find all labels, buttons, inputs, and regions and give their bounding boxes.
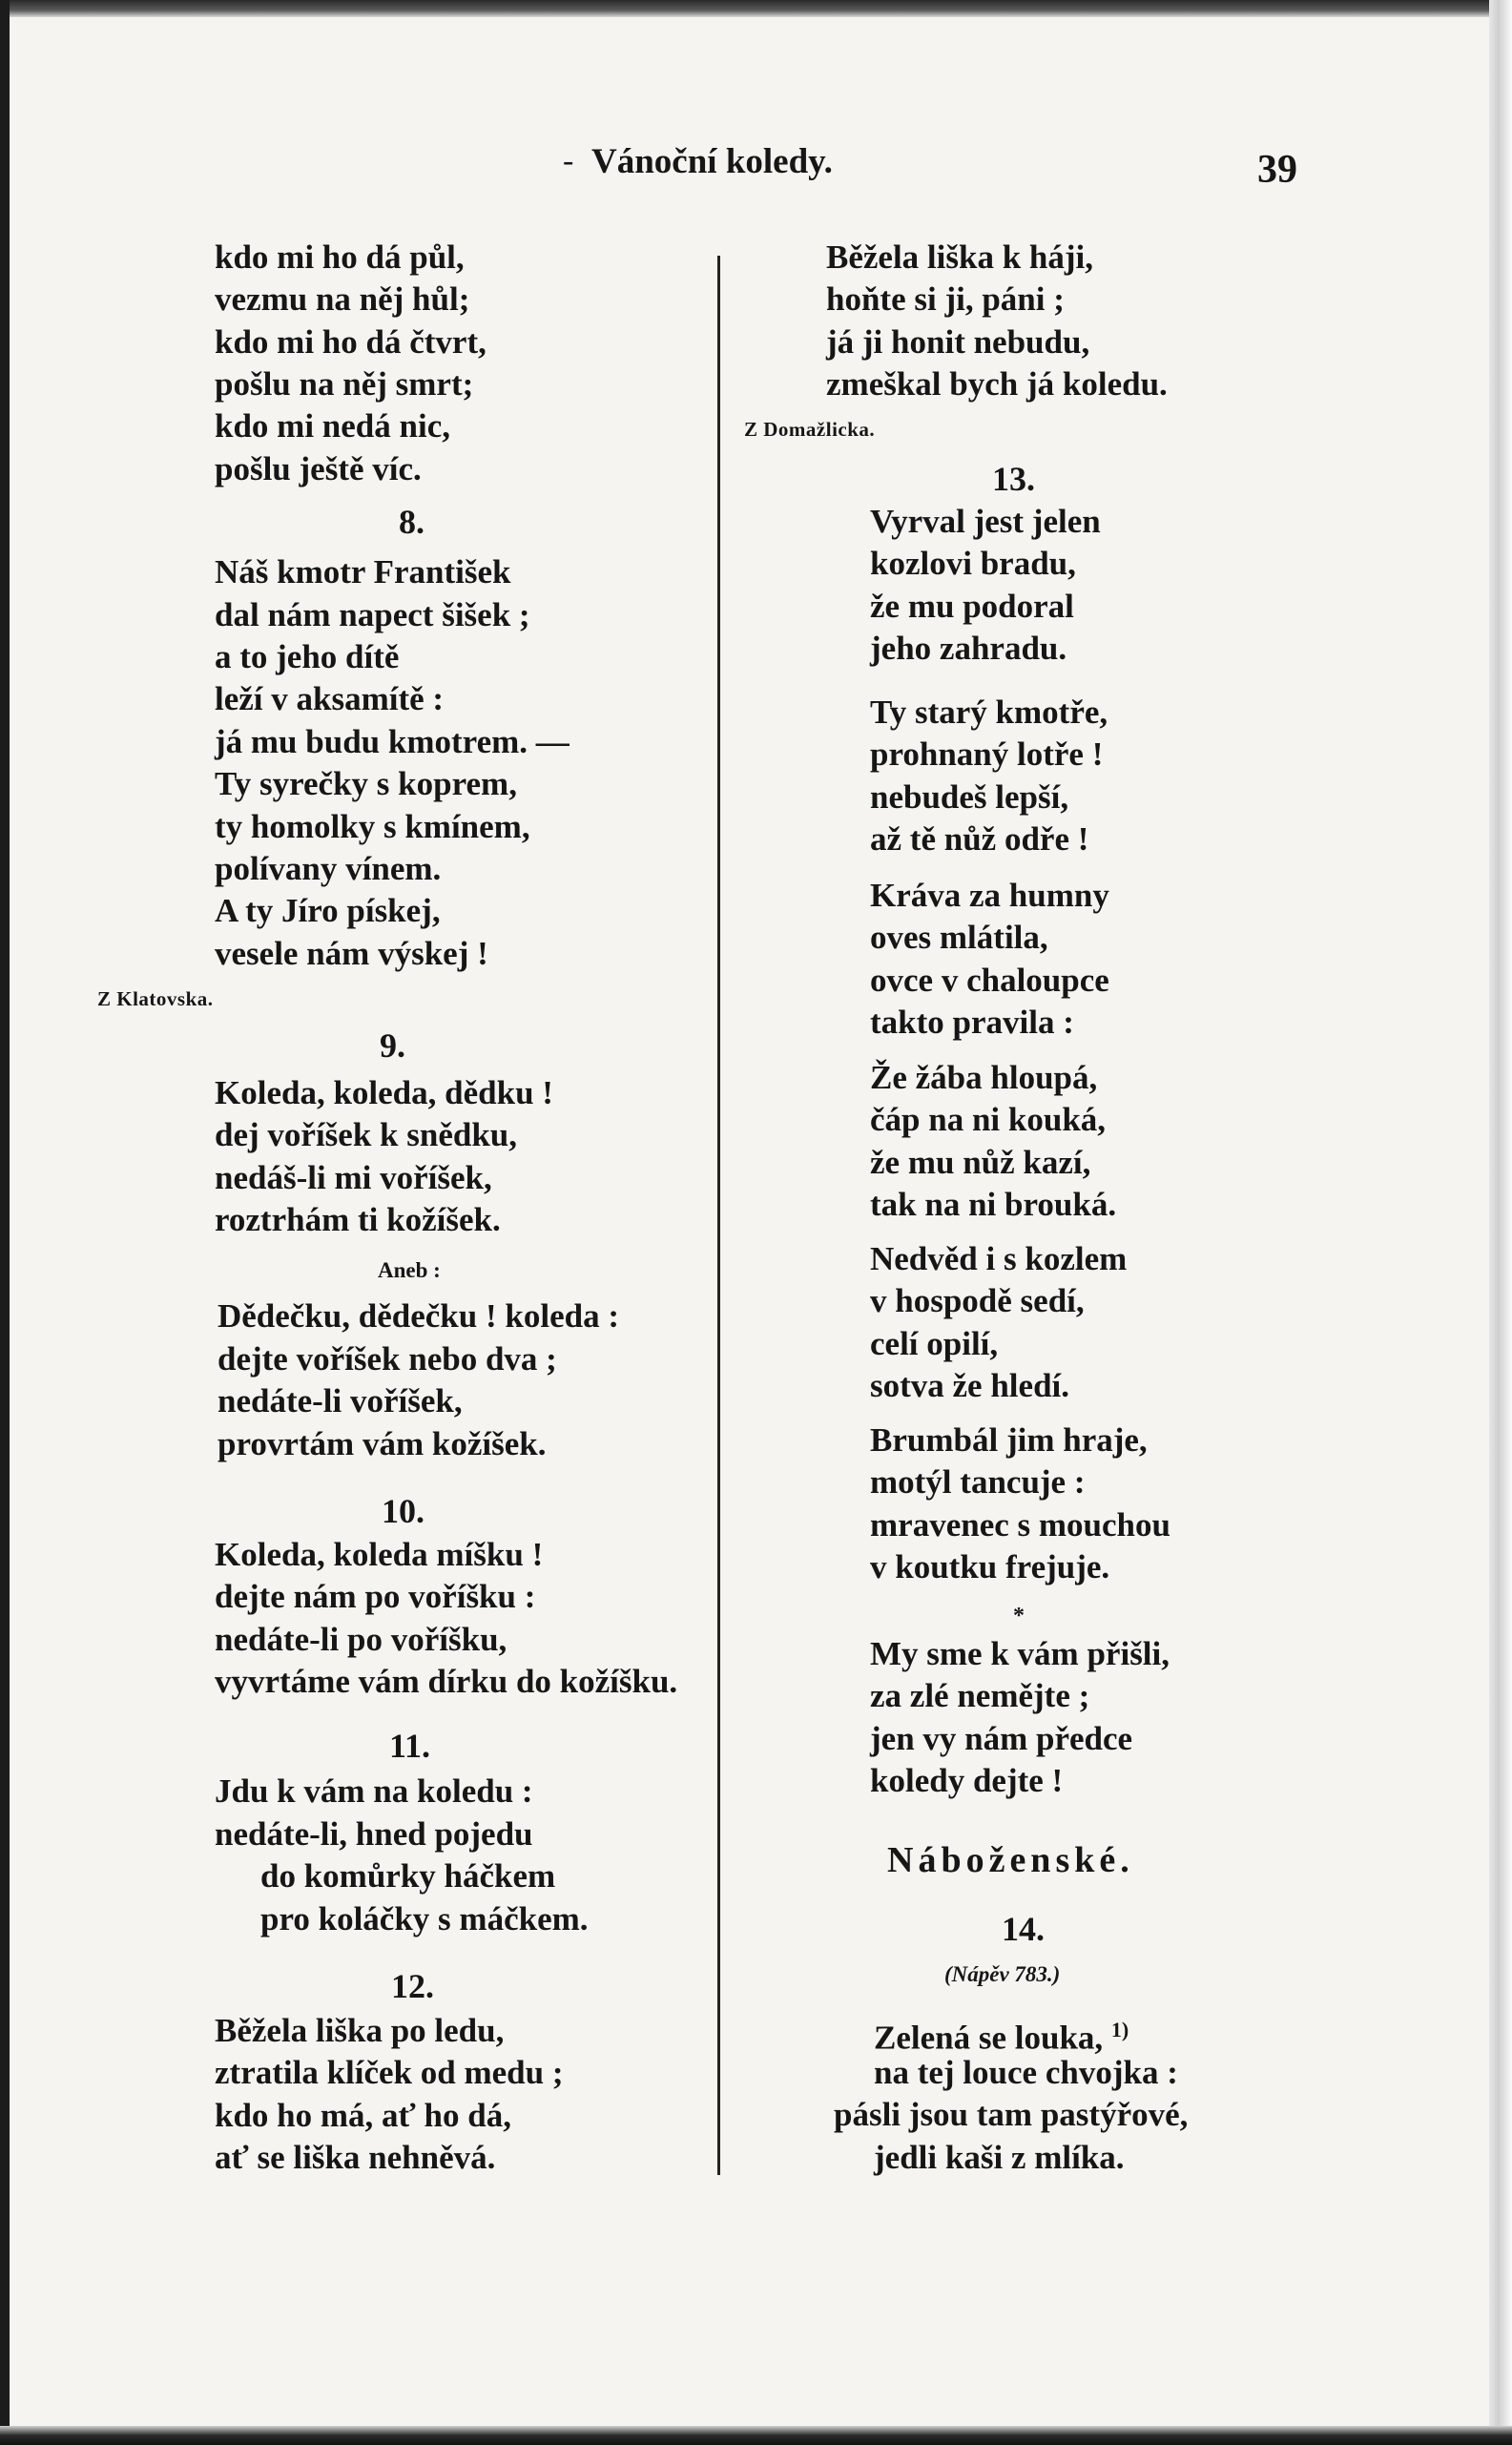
verse-line: dal nám napect šišek ;	[215, 596, 530, 633]
scan-border-top	[0, 0, 1512, 17]
verse-line: Běžela liška po ledu,	[215, 2012, 505, 2049]
verse-line: za zlé nemějte ;	[870, 1677, 1090, 1714]
verse-line: ztratila klíček od medu ;	[215, 2054, 564, 2091]
verse-line: leží v aksamítě :	[215, 680, 445, 717]
verse-line: My sme k vám přišli,	[870, 1635, 1170, 1672]
verse-line: Brumbál jim hraje,	[870, 1421, 1148, 1459]
source-note: Z Domažlicka.	[744, 418, 876, 441]
verse-line: Náš kmotr František	[215, 553, 511, 591]
verse-line: na tej louce chvojka :	[874, 2054, 1178, 2091]
song-number: 9.	[380, 1026, 405, 1065]
verse-text: Zelená se louka,	[874, 2019, 1104, 2057]
verse-line: koledy dejte !	[870, 1762, 1064, 1799]
verse-line: nedáte-li, hned pojedu	[215, 1815, 533, 1853]
header-ornament: -	[563, 143, 574, 178]
footnote-marker: 1)	[1110, 2018, 1129, 2041]
verse-line: ty homolky s kmínem,	[215, 808, 530, 845]
verse-line: motýl tancuje :	[870, 1463, 1086, 1501]
verse-line: nedáte-li voříšek,	[217, 1382, 463, 1419]
verse-line: kdo mi ho dá čtvrt,	[215, 323, 487, 361]
verse-line: a to jeho dítě	[215, 638, 400, 675]
verse-line: prohnaný lotře !	[870, 736, 1104, 773]
verse-line: kdo mi nedá nic,	[215, 407, 450, 445]
verse-line: hoňte si ji, páni ;	[826, 280, 1065, 318]
verse-line: jeho zahradu.	[870, 630, 1067, 667]
verse-line: jen vy nám předce	[870, 1720, 1133, 1757]
verse-line: ovce v chaloupce	[870, 962, 1109, 999]
song-number: 14.	[1002, 1910, 1045, 1948]
verse-line: dejte nám po voříšku :	[215, 1578, 536, 1615]
verse-line: roztrhám ti kožíšek.	[215, 1201, 501, 1238]
verse-line: mravenec s mouchou	[870, 1506, 1170, 1544]
stanza-separator-star: *	[1013, 1604, 1025, 1628]
verse-line: pošlu ještě víc.	[215, 450, 422, 487]
verse-line: tak na ni brouká.	[870, 1186, 1117, 1223]
verse-line: Nedvěd i s kozlem	[870, 1240, 1128, 1277]
verse-line: pro koláčky s máčkem.	[260, 1900, 589, 1937]
verse-line: ať se liška nehněvá.	[215, 2139, 496, 2176]
scan-border-left	[0, 0, 10, 2445]
verse-line: vezmu na něj hůl;	[215, 280, 470, 318]
verse-line: nedáte-li po voříšku,	[215, 1621, 507, 1658]
verse-line: sotva že hledí.	[870, 1367, 1070, 1404]
verse-line: zmeškal bych já koledu.	[826, 365, 1168, 403]
verse-line: Dědečku, dědečku ! koleda :	[217, 1297, 619, 1335]
running-header: Vánoční koledy.	[591, 142, 833, 181]
page-number: 39	[1257, 148, 1297, 192]
verse-line: kdo mi ho dá půl,	[215, 238, 465, 276]
verse-line: jedli kaši z mlíka.	[874, 2139, 1125, 2176]
song-number: 11.	[389, 1727, 431, 1765]
song-number: 13.	[992, 460, 1035, 498]
verse-line: nebudeš lepší,	[870, 778, 1069, 816]
verse-line: v hospodě sedí,	[870, 1282, 1085, 1319]
verse-line: Ty starý kmotře,	[870, 694, 1108, 731]
song-number: 12.	[391, 1967, 434, 2005]
song-number: 10.	[382, 1492, 425, 1530]
verse-line: vesele nám výskej !	[215, 935, 488, 972]
verse-line: Jdu k vám na koledu :	[215, 1772, 533, 1810]
verse-line: provrtám vám kožíšek.	[217, 1425, 547, 1462]
verse-line: takto pravila :	[870, 1004, 1074, 1041]
scan-border-right	[1489, 0, 1512, 2445]
verse-line: dej voříšek k snědku,	[215, 1116, 518, 1153]
verse-line: do komůrky háčkem	[260, 1857, 556, 1895]
verse-line: A ty Jíro pískej,	[215, 892, 441, 929]
verse-line: čáp na ni kouká,	[870, 1101, 1107, 1138]
verse-line: Vyrval jest jelen	[870, 503, 1101, 540]
verse-line: kozlovi bradu,	[870, 545, 1076, 582]
melody-reference: (Nápěv 783.)	[944, 1962, 1061, 1986]
verse-line: Ty syrečky s koprem,	[215, 765, 517, 802]
verse-line: oves mlátila,	[870, 919, 1048, 956]
source-note: Z Klatovska.	[97, 987, 214, 1010]
verse-line: že mu nůž kazí,	[870, 1144, 1091, 1181]
verse-line: Kráva za humny	[870, 877, 1109, 914]
verse-line: vyvrtáme vám dírku do kožíšku.	[215, 1663, 678, 1700]
verse-line: pošlu na něj smrt;	[215, 365, 474, 403]
scan-border-bottom	[0, 2426, 1512, 2445]
verse-line: pásli jsou tam pastýřové,	[834, 2096, 1189, 2133]
verse-line: já mu budu kmotrem. —	[215, 723, 570, 760]
verse-line: Koleda, koleda, dědku !	[215, 1074, 553, 1111]
verse-line: že mu podoral	[870, 588, 1074, 625]
section-heading: Náboženské.	[887, 1840, 1134, 1880]
verse-line: celí opilí,	[870, 1325, 999, 1362]
verse-line: dejte voříšek nebo dva ;	[217, 1340, 557, 1378]
verse-line: Koleda, koleda míšku !	[215, 1536, 544, 1573]
verse-line: Běžela liška k háji,	[826, 238, 1094, 276]
verse-line: Že žába hloupá,	[870, 1059, 1098, 1096]
song-number: 8.	[399, 503, 425, 541]
verse-line: až tě nůž odře !	[870, 820, 1089, 858]
variant-label: Aneb :	[378, 1258, 441, 1282]
verse-line: já ji honit nebudu,	[826, 323, 1090, 361]
column-divider	[717, 256, 720, 2175]
verse-line: polívany vínem.	[215, 850, 442, 887]
verse-line: v koutku frejuje.	[870, 1548, 1110, 1585]
verse-line: kdo ho má, ať ho dá,	[215, 2097, 511, 2134]
verse-line: nedáš-li mi voříšek,	[215, 1159, 492, 1196]
